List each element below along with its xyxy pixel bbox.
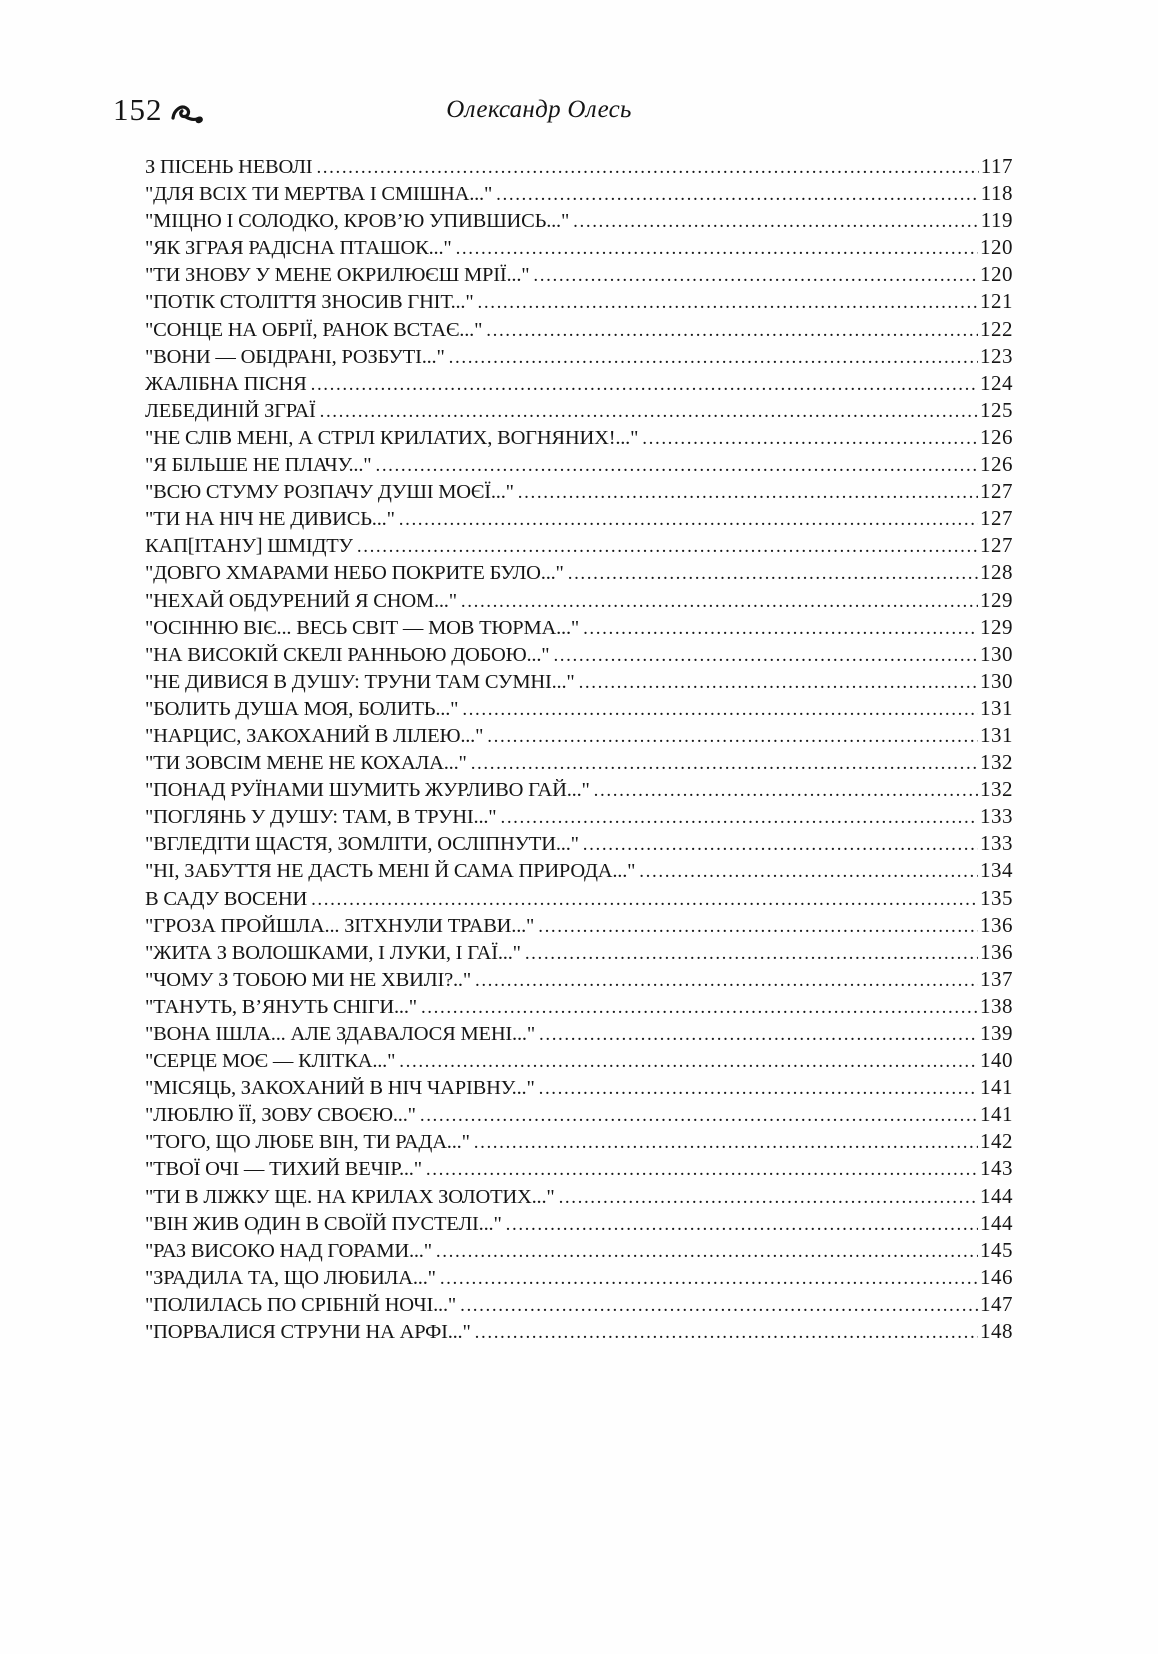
- toc-entry-page: 118: [980, 181, 1013, 206]
- toc-entry-page: 126: [980, 452, 1013, 477]
- page-header: [113, 92, 1013, 138]
- page-content: [113, 92, 1013, 1346]
- toc-leader-dots: [579, 671, 978, 694]
- toc-entry: [145, 750, 1013, 777]
- toc-entry-title: "МІСЯЦЬ, ЗАКОХАНИЙ В НІЧ ЧАРІВНУ...": [145, 1077, 535, 1100]
- toc-leader-dots: [506, 1213, 978, 1236]
- toc-leader-dots: [461, 590, 978, 613]
- toc-entry-page: 130: [980, 641, 1013, 666]
- toc-entry: [145, 154, 1013, 181]
- toc-entry: [145, 479, 1013, 506]
- toc-leader-dots: [357, 535, 978, 558]
- toc-leader-dots: [399, 1050, 978, 1073]
- toc-entry-title: "ТВОЇ ОЧІ — ТИХИЙ ВЕЧІР...": [145, 1158, 422, 1181]
- toc-entry-title: "ОСІННЮ ВІЄ... ВЕСЬ СВІТ — МОВ ТЮРМА...": [145, 616, 580, 639]
- toc-leader-dots: [525, 942, 978, 965]
- toc-leader-dots: [583, 617, 978, 640]
- toc-entry-page: 122: [980, 316, 1013, 341]
- toc-entry-title: "МІЦНО І СОЛОДКО, КРОВ’Ю УПИВШИСЬ...": [145, 210, 570, 233]
- toc-leader-dots: [639, 860, 978, 883]
- toc-entry-title: "НА ВИСОКІЙ СКЕЛІ РАННЬОЮ ДОБОЮ...": [145, 643, 550, 666]
- toc-entry-page: 138: [980, 993, 1013, 1018]
- toc-entry: [145, 1129, 1013, 1156]
- toc-entry: [145, 804, 1013, 831]
- toc-entry-page: 146: [980, 1264, 1013, 1289]
- toc-entry-page: 134: [980, 858, 1013, 883]
- toc-entry: [145, 452, 1013, 479]
- toc-entry-title: "НЕ ДИВИСЯ В ДУШУ: ТРУНИ ТАМ СУМНІ...": [145, 670, 575, 693]
- toc-entry-title: "ЯК ЗГРАЯ РАДІСНА ПТАШОК...": [145, 237, 452, 260]
- toc-entry-page: 123: [980, 343, 1013, 368]
- toc-leader-dots: [316, 156, 978, 179]
- toc-leader-dots: [420, 1104, 978, 1127]
- toc-leader-dots: [462, 698, 978, 721]
- toc-leader-dots: [311, 888, 978, 911]
- toc-entry: [145, 723, 1013, 750]
- toc-entry-title: "ЗРАДИЛА ТА, ЩО ЛЮБИЛА...": [145, 1266, 436, 1289]
- toc-leader-dots: [471, 752, 978, 775]
- toc-entry: [145, 940, 1013, 967]
- toc-leader-dots: [486, 319, 978, 342]
- toc-entry-title: "ЧОМУ З ТОБОЮ МИ НЕ ХВИЛІ?..": [145, 968, 471, 991]
- toc-entry-title: В САДУ ВОСЕНИ: [145, 887, 308, 910]
- toc-leader-dots: [568, 562, 978, 585]
- toc-entry: [145, 886, 1013, 913]
- toc-entry-title: "ВІН ЖИВ ОДИН В СВОЇЙ ПУСТЕЛІ...": [145, 1212, 502, 1235]
- toc-entry-title: "ВГЛЕДІТИ ЩАСТЯ, ЗОМЛІТИ, ОСЛІПНУТИ...": [145, 833, 579, 856]
- toc-entry: [145, 994, 1013, 1021]
- toc-entry-page: 121: [980, 289, 1013, 314]
- toc-entry-title: "БОЛИТЬ ДУША МОЯ, БОЛИТЬ...": [145, 697, 459, 720]
- toc-entry-title: "ВОНА ІШЛА... АЛЕ ЗДАВАЛОСЯ МЕНІ...": [145, 1023, 535, 1045]
- toc-entry-page: 144: [980, 1183, 1013, 1208]
- toc-entry-page: 120: [980, 262, 1013, 287]
- toc-entry: [145, 1319, 1013, 1346]
- toc-leader-dots: [559, 1186, 978, 1209]
- toc-leader-dots: [399, 508, 978, 531]
- toc-entry-page: 127: [980, 506, 1013, 531]
- toc-entry-page: 147: [980, 1291, 1013, 1316]
- toc-entry-page: 140: [980, 1048, 1013, 1073]
- toc-entry-title: "ПОНАД РУЇНАМИ ШУМИТЬ ЖУРЛИВО ГАЙ...": [145, 779, 590, 802]
- toc-entry: [145, 1102, 1013, 1129]
- toc-leader-dots: [449, 346, 978, 369]
- toc-entry-title: ЛЕБЕДИНІЙ ЗГРАЇ: [145, 399, 316, 422]
- toc-entry-page: 142: [980, 1129, 1013, 1154]
- toc-leader-dots: [518, 481, 978, 504]
- toc-entry-page: 127: [980, 533, 1013, 558]
- toc-leader-dots: [320, 400, 978, 423]
- toc-leader-dots: [539, 1077, 978, 1100]
- toc-entry: [145, 913, 1013, 940]
- toc-entry-page: 141: [980, 1102, 1013, 1127]
- toc-entry-page: 131: [980, 695, 1013, 720]
- toc-entry-title: "ПОЛИЛАСЬ ПО СРІБНІЙ НОЧІ...": [145, 1293, 457, 1316]
- page-number-folio: 152: [113, 92, 163, 127]
- toc-leader-dots: [487, 725, 978, 748]
- toc-entry: [145, 642, 1013, 669]
- toc-entry: [145, 1048, 1013, 1075]
- toc-entry-page: 119: [980, 208, 1013, 233]
- toc-entry-page: 117: [980, 154, 1013, 178]
- toc-leader-dots: [533, 264, 978, 287]
- toc-entry-title: "ЖИТА З ВОЛОШКАМИ, І ЛУКИ, І ГАЇ...": [145, 941, 521, 964]
- toc-entry: [145, 696, 1013, 723]
- toc-entry-page: 136: [980, 939, 1013, 964]
- toc-entry-title: "НАРЦИС, ЗАКОХАНИЙ В ЛІЛЕЮ...": [145, 724, 484, 747]
- toc-entry: [145, 1075, 1013, 1102]
- toc-entry: [145, 235, 1013, 262]
- toc-entry: [145, 1211, 1013, 1238]
- toc-entry-page: 127: [980, 479, 1013, 504]
- toc-entry-page: 148: [980, 1319, 1013, 1344]
- toc-entry: [145, 1156, 1013, 1183]
- toc-entry-title: ЖАЛІБНА ПІСНЯ: [145, 372, 307, 395]
- toc-entry: [145, 777, 1013, 804]
- toc-entry: [145, 289, 1013, 316]
- toc-leader-dots: [475, 1321, 978, 1344]
- toc-entry-page: 137: [980, 966, 1013, 991]
- toc-entry-title: "ВОНИ — ОБІДРАНІ, РОЗБУТІ...": [145, 345, 445, 368]
- toc-entry-page: 124: [980, 370, 1013, 395]
- toc-entry-title: "ТИ В ЛІЖКУ ЩЕ. НА КРИЛАХ ЗОЛОТИХ...": [145, 1185, 555, 1208]
- toc-entry-title: "СЕРЦЕ МОЄ — КЛІТКА...": [145, 1050, 396, 1073]
- toc-entry-title: З ПІСЕНЬ НЕВОЛІ: [145, 156, 313, 178]
- toc-leader-dots: [311, 373, 978, 396]
- toc-leader-dots: [440, 1267, 978, 1290]
- toc-entry-page: 129: [980, 614, 1013, 639]
- toc-entry-title: "ТИ ЗОВСІМ МЕНЕ НЕ КОХАЛА...": [145, 752, 467, 775]
- toc-entry-page: 135: [980, 885, 1013, 910]
- toc-entry-title: "Я БІЛЬШЕ НЕ ПЛАЧУ...": [145, 454, 372, 477]
- toc-entry: [145, 344, 1013, 371]
- toc-entry-title: "ПОГЛЯНЬ У ДУШУ: ТАМ, В ТРУНІ...": [145, 806, 497, 829]
- toc-entry-page: 132: [980, 777, 1013, 802]
- toc-entry-title: "НІ, ЗАБУТТЯ НЕ ДАСТЬ МЕНІ Й САМА ПРИРОДА...": [145, 860, 636, 883]
- toc-leader-dots: [500, 806, 978, 829]
- toc-entry-page: 136: [980, 912, 1013, 937]
- toc-entry-page: 145: [980, 1237, 1013, 1262]
- toc-entry: [145, 1265, 1013, 1292]
- toc-leader-dots: [538, 915, 978, 938]
- toc-entry-title: "ПОРВАЛИСЯ СТРУНИ НА АРФІ...": [145, 1321, 471, 1344]
- toc-entry: [145, 560, 1013, 587]
- toc-list: [145, 154, 1013, 1346]
- running-head: Олександр Олесь: [446, 96, 632, 123]
- toc-entry: [145, 1238, 1013, 1265]
- toc-entry: [145, 398, 1013, 425]
- toc-entry-page: 131: [980, 722, 1013, 747]
- toc-leader-dots: [475, 969, 978, 992]
- toc-entry-page: 128: [980, 560, 1013, 585]
- toc-leader-dots: [539, 1023, 978, 1046]
- toc-entry: [145, 371, 1013, 398]
- toc-entry: [145, 1292, 1013, 1319]
- toc-entry-title: "ПОТІК СТОЛІТТЯ ЗНОСИВ ГНІТ...": [145, 291, 474, 314]
- toc-entry: [145, 317, 1013, 344]
- toc-leader-dots: [456, 237, 978, 260]
- toc-entry-page: 129: [980, 587, 1013, 612]
- toc-entry: [145, 181, 1013, 208]
- toc-entry-title: "ЛЮБЛЮ ЇЇ, ЗОВУ СВОЄЮ...": [145, 1104, 416, 1127]
- toc-entry: [145, 1021, 1013, 1048]
- toc-entry-title: "НЕХАЙ ОБДУРЕНИЙ Я СНОМ...": [145, 589, 457, 612]
- toc-entry: [145, 615, 1013, 642]
- toc-leader-dots: [421, 996, 978, 1019]
- toc-entry: [145, 1184, 1013, 1211]
- toc-leader-dots: [583, 833, 978, 856]
- toc-entry-page: 141: [980, 1075, 1013, 1100]
- toc-entry-title: "ТИ ЗНОВУ У МЕНЕ ОКРИЛЮЄШ МРІЇ...": [145, 264, 530, 287]
- toc-entry: [145, 262, 1013, 289]
- toc-entry: [145, 669, 1013, 696]
- toc-leader-dots: [474, 1131, 978, 1154]
- toc-entry-title: "ДЛЯ ВСІХ ТИ МЕРТВА І СМІШНА...": [145, 183, 493, 206]
- toc-entry-title: КАП[ІТАНУ] ШМІДТУ: [145, 535, 353, 558]
- toc-entry-title: "ТАНУТЬ, В’ЯНУТЬ СНІГИ...": [145, 995, 417, 1018]
- toc-leader-dots: [496, 183, 979, 206]
- toc-entry-title: "ТОГО, ЩО ЛЮБЕ ВІН, ТИ РАДА...": [145, 1131, 470, 1154]
- toc-entry: [145, 858, 1013, 885]
- toc-entry: [145, 208, 1013, 235]
- toc-entry-page: 130: [980, 668, 1013, 693]
- toc-entry-page: 143: [980, 1156, 1013, 1181]
- toc-leader-dots: [478, 291, 978, 314]
- toc-entry-title: "ГРОЗА ПРОЙШЛА... ЗІТХНУЛИ ТРАВИ...": [145, 914, 535, 937]
- toc-entry-title: "ВСЮ СТУМУ РОЗПАЧУ ДУШІ МОЄЇ...": [145, 481, 514, 504]
- toc-leader-dots: [573, 210, 979, 233]
- toc-entry: [145, 831, 1013, 858]
- toc-entry-page: 139: [980, 1021, 1013, 1045]
- toc-leader-dots: [594, 779, 978, 802]
- toc-leader-dots: [460, 1294, 978, 1317]
- toc-entry-page: 132: [980, 750, 1013, 775]
- toc-leader-dots: [426, 1158, 978, 1181]
- toc-entry-title: "ДОВГО ХМАРАМИ НЕБО ПОКРИТЕ БУЛО...": [145, 562, 564, 585]
- toc-entry-title: "НЕ СЛІВ МЕНІ, А СТРІЛ КРИЛАТИХ, ВОГНЯНИХ!...": [145, 426, 639, 449]
- toc-leader-dots: [642, 427, 978, 450]
- toc-entry: [145, 967, 1013, 994]
- toc-entry-title: "РАЗ ВИСОКО НАД ГОРАМИ...": [145, 1239, 432, 1262]
- toc-entry: [145, 425, 1013, 452]
- toc-leader-dots: [553, 644, 978, 667]
- toc-entry-page: 120: [980, 235, 1013, 260]
- toc-entry: [145, 533, 1013, 560]
- toc-entry-title: "СОНЦЕ НА ОБРІЇ, РАНОК ВСТАЄ...": [145, 318, 483, 341]
- toc-entry: [145, 506, 1013, 533]
- toc-leader-dots: [436, 1240, 978, 1263]
- toc-entry: [145, 588, 1013, 615]
- toc-entry-page: 144: [980, 1210, 1013, 1235]
- toc-entry-title: "ТИ НА НІЧ НЕ ДИВИСЬ...": [145, 508, 395, 531]
- toc-entry-page: 126: [980, 424, 1013, 449]
- toc-leader-dots: [375, 454, 978, 477]
- toc-entry-page: 125: [980, 397, 1013, 422]
- toc-entry-page: 133: [980, 804, 1013, 829]
- toc-entry-page: 133: [980, 831, 1013, 856]
